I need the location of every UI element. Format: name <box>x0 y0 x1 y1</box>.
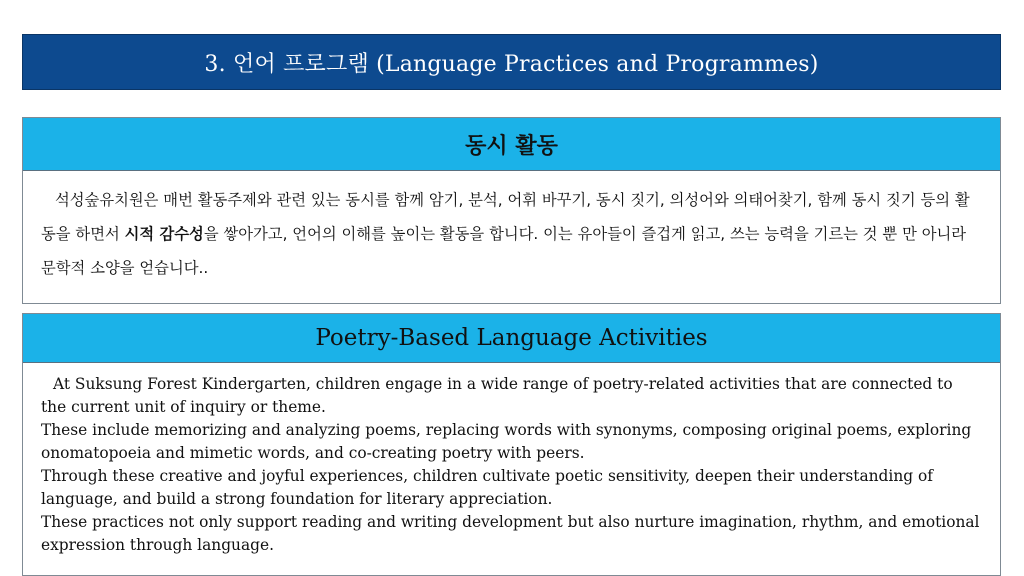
english-paragraph: At Suksung Forest Kindergarten, children engage in a wide range of poetry-related activities that are connected to the current unit of inquiry or theme. <box>41 375 953 416</box>
korean-section-heading: 동시 활동 <box>465 133 558 159</box>
korean-section-body <box>23 171 1000 285</box>
korean-section-header <box>23 118 1000 171</box>
english-section <box>22 313 1001 576</box>
korean-bold-text: 시적 감수성 <box>124 225 204 243</box>
korean-section <box>22 117 1001 304</box>
korean-text-after: 을 쌓아가고, 언어의 이해를 높이는 활동을 합니다. 이는 유아들이 즐겁게 읽고, 쓰는 능력을 기르는 것 뿐 만 아니라 문학적 소양을 얻습니다.. <box>41 225 967 277</box>
english-paragraph: These practices not only support reading and writing development but also nurture imagination, rhythm, and emotional expression through language. <box>41 513 980 554</box>
korean-paragraph <box>41 183 982 285</box>
english-paragraph: These include memorizing and analyzing poems, replacing words with synonyms, composing original poems, exploring onomatopoeia and mimetic words, and co-creating poetry with peers. <box>41 421 972 462</box>
english-section-body <box>23 363 1000 557</box>
page-title: 3. 언어 프로그램 (Language Practices and Programmes) <box>204 51 819 77</box>
english-section-heading: Poetry-Based Language Activities <box>315 325 708 351</box>
page-title-bar <box>22 34 1001 90</box>
korean-text-before: 석성숲유치원은 매번 활동주제와 관련 있는 동시를 함께 암기, 분석, 어휘 바꾸기, 동시 짓기, 의성어와 의태어찾기, 함께 동시 짓기 등의 활동을 하면서 <box>41 191 970 243</box>
english-paragraph: Through these creative and joyful experiences, children cultivate poetic sensitivity, deepen their understanding of language, and build a strong foundation for literary appreciation. <box>41 467 933 508</box>
english-section-header <box>23 314 1000 363</box>
